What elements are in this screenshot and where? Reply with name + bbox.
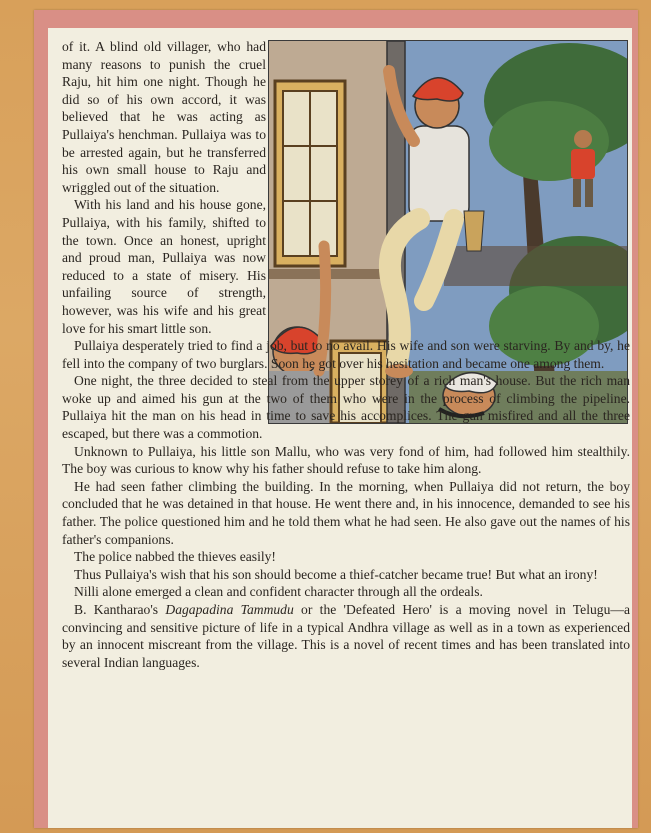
paragraph-8: Thus Pullaiya's wish that his son should become a thief-catcher became true! But what an irony! — [74, 566, 598, 582]
paragraph-10-after: or the 'Defeated Hero' is a moving novel in Telugu—a convincing and sensitive picture of life in a typical Andhra village as well as in a town as experienced by an innocent miscreant from the village. This is a novel of recent times and has been translated into several Indian languages. — [62, 602, 630, 670]
paragraph-2: With his land and his house gone, Pullaiya, with his family, shifted to the town. Once an honest, upright and proud man, Pullaiya was now reduced to a state of misery. His unfailing source of strength, however, was his wife and his great love for his smart little son. — [62, 197, 266, 336]
paragraph-3: Pullaiya desperately tried to find a job, but to no avail. His wife and son were starving. By and by, he fell into the company of two burglars. Soon he got over his hesitation and became one among them. — [62, 338, 630, 371]
paragraph-7: The police nabbed the thieves easily! — [74, 549, 276, 565]
paragraph-4: One night, the three decided to steal from the upper storey of a rich man's house. But the rich man woke up and aimed his gun at the two of them who were in the process of climbing the pipeline. Pullaiya hit the man on his head in time to save his accomplices. The gun misfired and all the three escaped, but there was a commotion. — [62, 373, 630, 442]
article-text — [62, 38, 632, 671]
paragraph-10 — [62, 601, 630, 671]
paragraph-1: of it. A blind old villager, who had many reasons to punish the cruel Raju, hit him one night. Though he did so of his own accord, it was believed that he was acting as Pullaiya's henchman. Pullaiya was to be arrested again, but he transferred his own small house to Raju and wriggled out of the situation. — [62, 39, 266, 195]
novel-title: Dagapadina Tammudu — [165, 602, 294, 617]
paragraph-6: He had seen father climbing the building. In the morning, when Pullaiya did not return, the boy concluded that he was detained in that house. He went there and, in his innocence, demanded to see his father. The police questioned him and he told them what he had seen. He also gave out the names of his father's companions. — [62, 478, 630, 547]
paragraph-10-before: B. Kantharao's — [74, 602, 166, 617]
paragraph-9: Nilli alone emerged a clean and confident character through all the ordeals. — [74, 584, 483, 600]
paragraph-5: Unknown to Pullaiya, his little son Mallu, who was very fond of him, had followed him stealthily. The boy was curious to know why his father should refuse to take him along. — [62, 443, 630, 477]
